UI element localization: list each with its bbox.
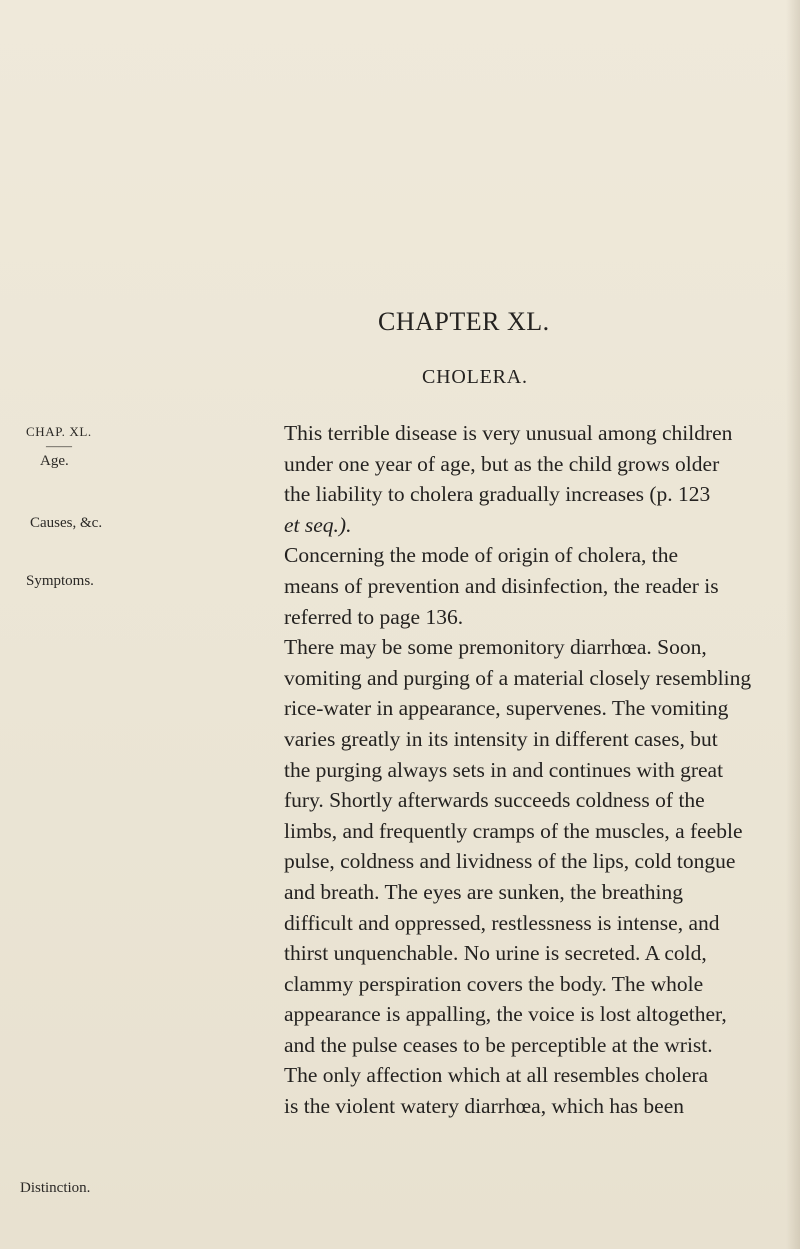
text-line: appearance is appalling, the voice is lost altogether, [284, 1002, 727, 1027]
text-line: varies greatly in its intensity in different cases, but [284, 726, 718, 751]
text-line: under one year of age, but as the child grows older [284, 451, 720, 476]
text-line: thirst unquenchable. No urine is secreted. A cold, [284, 941, 707, 966]
text-line: vomiting and purging of a material closely resembling [284, 665, 752, 690]
text-line: rice-water in appearance, supervenes. The vomiting [284, 696, 729, 721]
text-line: There may be some premonitory diarrhœa. Soon, [284, 635, 707, 660]
chapter-subtitle: CHOLERA. [422, 366, 528, 388]
text-line: the purging always sets in and continues with great [284, 757, 724, 782]
margin-note-chapter: CHAP. XL. [26, 424, 92, 439]
text-line: This terrible disease is very unusual among children [284, 421, 733, 445]
margin-note-symptoms: Symptoms. [26, 573, 94, 589]
chapter-heading: CHAPTER XL. [378, 307, 550, 336]
text-line: et seq.). [284, 512, 352, 537]
text-line: and breath. The eyes are sunken, the breathing [284, 879, 683, 904]
text-line: and the pulse ceases to be perceptible at the wrist. [284, 1032, 713, 1057]
page-edge-shadow [786, 0, 800, 1249]
text-line: The only affection which at all resembles cholera [284, 1063, 709, 1088]
margin-note-distinction: Distinction. [20, 1180, 91, 1196]
margin-note-age: Age. [40, 453, 69, 469]
text-line: pulse, coldness and lividness of the lips, cold tongue [284, 849, 736, 874]
text-line: is the violent watery diarrhœa, which has been [284, 1094, 685, 1119]
margin-note-causes: Causes, &c. [30, 515, 103, 531]
text-line: referred to page 136. [284, 604, 464, 629]
text-line: Concerning the mode of origin of cholera, the [284, 543, 679, 568]
text-line: difficult and oppressed, restlessness is intense, and [284, 910, 720, 935]
body-text [284, 418, 774, 1122]
text-line: the liability to cholera gradually increases (p. 123 [284, 482, 711, 507]
text-line: means of prevention and disinfection, the reader is [284, 573, 719, 598]
text-line: clammy perspiration covers the body. The whole [284, 971, 704, 996]
margin-note-rule: —— [46, 438, 72, 453]
text-line: limbs, and frequently cramps of the muscles, a feeble [284, 818, 743, 843]
text-line: fury. Shortly afterwards succeeds coldness of the [284, 788, 705, 813]
